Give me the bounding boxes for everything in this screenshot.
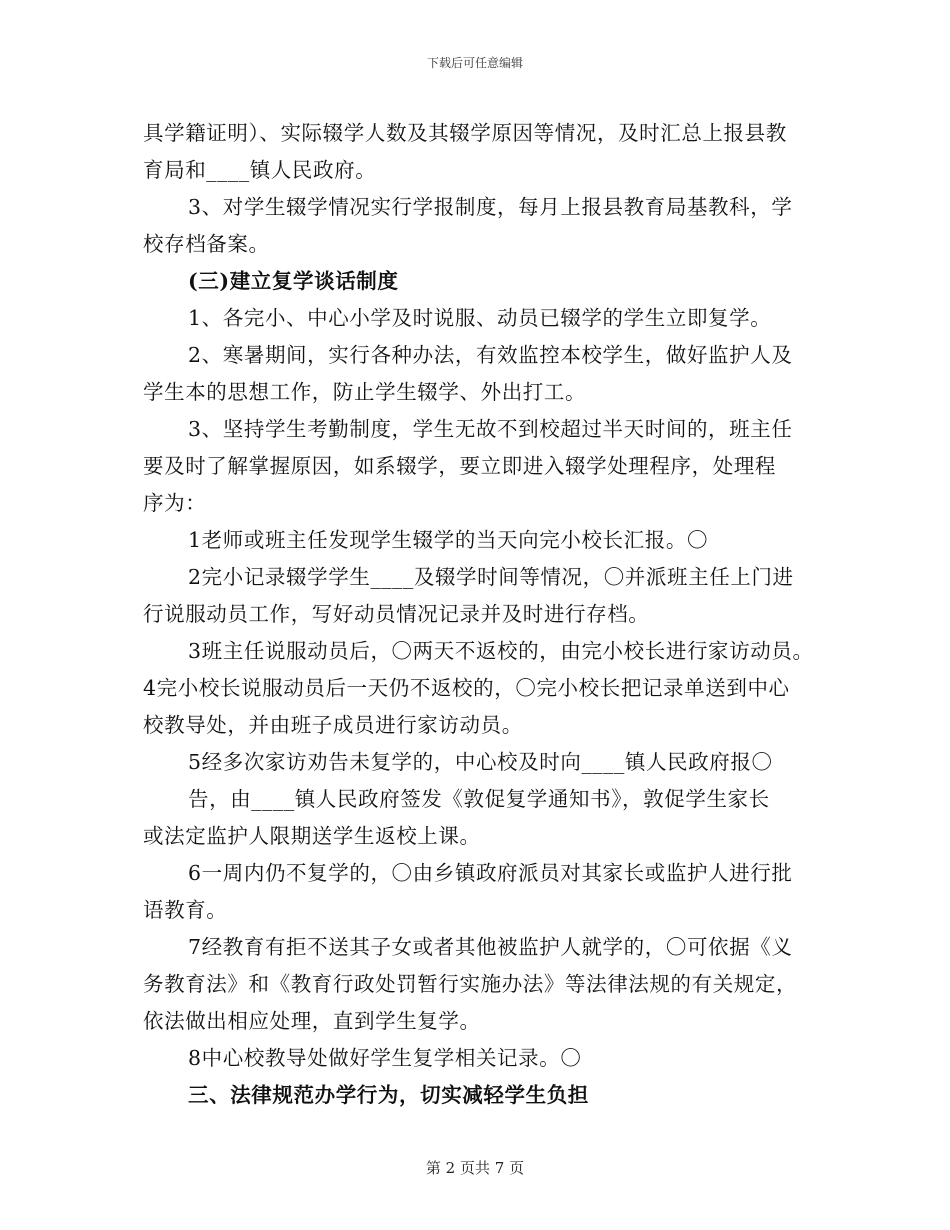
text-line: 要及时了解掌握原因，如系辍学，要立即进入辍学处理程序，处理程 xyxy=(143,454,776,478)
section-heading: (三)建立复学谈话制度 xyxy=(188,269,399,293)
text-line: 5经多次家访劝告未复学的，中心校及时向____镇人民政府报〇 xyxy=(188,750,773,774)
text-line: 8中心校教导处做好学生复学相关记录。〇 xyxy=(188,1046,582,1070)
text-line: 1、各完小、中心小学及时说服、动员已辍学的学生立即复学。 xyxy=(188,306,772,330)
text-line: 序为： xyxy=(143,491,207,515)
text-line: 3、对学生辍学情况实行学报制度，每月上报县教育局基教科，学 xyxy=(188,195,793,219)
text-line: 或法定监护人限期送学生返校上课。 xyxy=(143,824,481,848)
text-line: 学生本的思想工作，防止学生辍学、外出打工。 xyxy=(143,380,587,404)
text-line: 务教育法》和《教育行政处罚暂行实施办法》等法律法规的有关规定， xyxy=(143,972,798,996)
text-line: 校存档备案。 xyxy=(143,232,270,256)
text-line: 4完小校长说服动员后一天仍不返校的，〇完小校长把记录单送到中心 xyxy=(143,676,790,700)
page-header-note: 下载后可任意编辑 xyxy=(426,56,523,70)
section-heading: 三、法律规范办学行为，切实减轻学生负担 xyxy=(188,1083,589,1107)
text-line: 语教育。 xyxy=(143,898,228,922)
text-line: 3班主任说服动员后，〇两天不返校的，由完小校长进行家访动员。 xyxy=(188,639,814,663)
text-line: 告，由____镇人民政府签发《敦促复学通知书》，敦促学生家长 xyxy=(188,787,770,811)
text-line: 7经教育有拒不送其子女或者其他被监护人就学的，〇可依据《义 xyxy=(188,935,793,959)
text-line: 行说服动员工作，写好动员情况记录并及时进行存档。 xyxy=(143,602,650,626)
text-line: 1老师或班主任发现学生辍学的当天向完小校长汇报。〇 xyxy=(188,528,709,552)
text-line: 3、坚持学生考勤制度，学生无故不到校超过半天时间的，班主任 xyxy=(188,417,793,441)
text-line: 2、寒暑期间，实行各种办法，有效监控本校学生，做好监护人及 xyxy=(188,343,793,367)
text-line: 校教导处，并由班子成员进行家访动员。 xyxy=(143,713,523,737)
text-line: 2完小记录辍学学生____及辍学时间等情况，〇并派班主任上门进 xyxy=(188,565,794,589)
text-line: 具学籍证明）、实际辍学人数及其辍学原因等情况，及时汇总上报县教 xyxy=(143,121,787,145)
text-line: 6一周内仍不复学的，〇由乡镇政府派员对其家长或监护人进行批 xyxy=(188,861,793,885)
text-line: 依法做出相应处理，直到学生复学。 xyxy=(143,1009,481,1033)
text-line: 育局和____镇人民政府。 xyxy=(143,158,377,182)
page-number: 第 2 页共 7 页 xyxy=(425,1159,525,1177)
